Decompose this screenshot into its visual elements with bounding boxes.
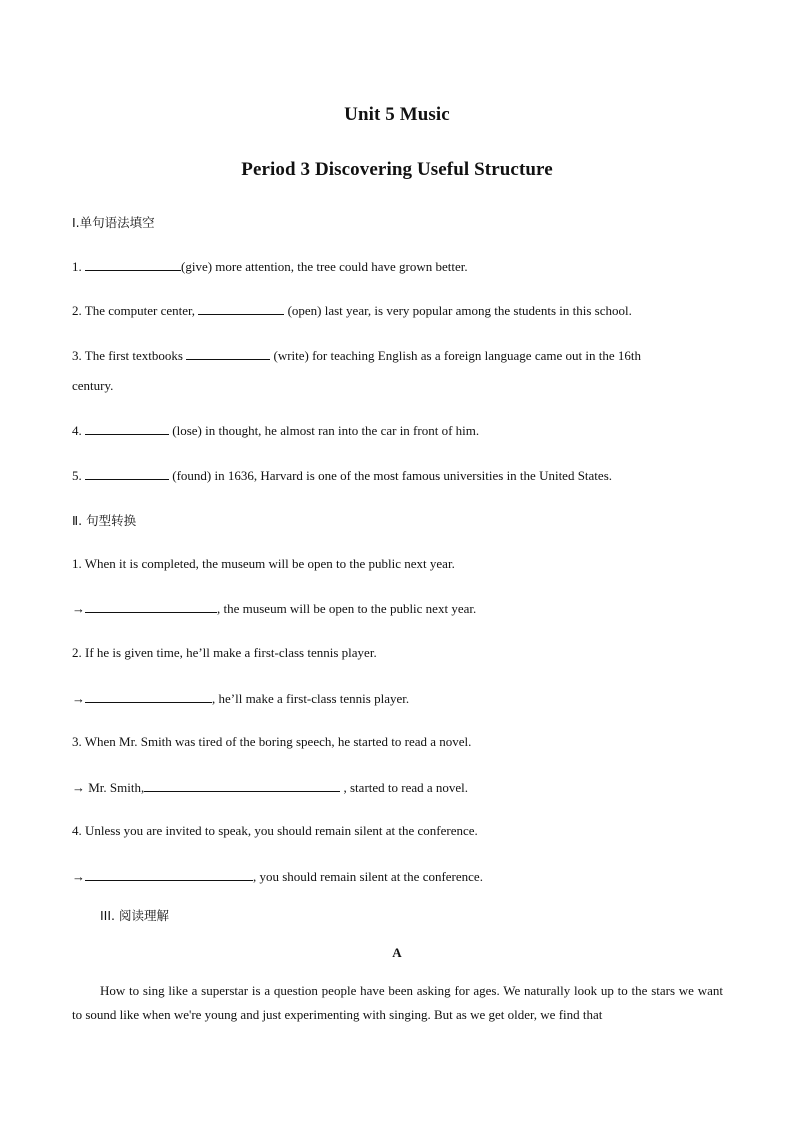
section-1-heading: I.单句语法填空 [72, 215, 155, 230]
rewrite-prefix: Mr. Smith, [85, 780, 145, 795]
passage-paragraph: How to sing like a superstar is a question people have been asking for ages. We naturally look up to the stars we want to sound like when we're young and just experimenting with singing. But as we get older, we find that [72, 983, 723, 1022]
section-3-heading: III. 阅读理解 [100, 908, 170, 923]
rewrite-text: , the museum will be open to the public next year. [217, 601, 477, 616]
passage-label: A [392, 945, 402, 960]
question-2-2-rewrite [72, 690, 409, 707]
question-2-3-sentence: 3. When Mr. Smith was tired of the boring speech, he started to read a novel. [72, 734, 472, 749]
rewrite-text: , started to read a novel. [340, 780, 469, 795]
answer-blank[interactable] [85, 258, 181, 271]
question-2-2-sentence: 2. If he is given time, he’ll make a first-class tennis player. [72, 645, 377, 660]
question-number: 1. [72, 259, 82, 274]
question-number: 5. [72, 468, 82, 483]
question-2-1-rewrite [72, 600, 476, 617]
unit-title: Unit 5 Music [344, 104, 450, 125]
question-2-3-rewrite [72, 779, 468, 796]
answer-blank[interactable] [186, 347, 270, 360]
period-subtitle: Period 3 Discovering Useful Structure [241, 159, 553, 180]
question-2-1-sentence: 1. When it is completed, the museum will be open to the public next year. [72, 556, 455, 571]
question-text: (give) more attention, the tree could have grown better. [181, 259, 468, 274]
question-1-3-continued: century. [72, 378, 114, 393]
question-2-4-rewrite [72, 868, 483, 885]
question-number: 2. The computer center, [72, 303, 196, 318]
question-text: (found) in 1636, Harvard is one of the most famous universities in the United States. [169, 468, 613, 483]
section-2-heading: Ⅱ. 句型转换 [72, 513, 137, 528]
arrow-icon: → [72, 780, 85, 795]
answer-blank[interactable] [144, 779, 340, 792]
question-number: 3. The first textbooks [72, 348, 183, 363]
answer-blank[interactable] [85, 690, 212, 703]
rewrite-text: , he’ll make a first-class tennis player. [212, 691, 410, 706]
arrow-icon: → [72, 691, 85, 706]
question-2-4-sentence: 4. Unless you are invited to speak, you should remain silent at the conference. [72, 823, 478, 838]
question-1-1 [72, 258, 468, 275]
answer-blank[interactable] [85, 600, 217, 613]
answer-blank[interactable] [85, 422, 169, 435]
answer-blank[interactable] [198, 302, 284, 315]
question-1-3 [72, 347, 641, 364]
arrow-icon: → [72, 869, 85, 884]
arrow-icon: → [72, 601, 85, 616]
question-number: 4. [72, 423, 82, 438]
question-text: (write) for teaching English as a foreign language came out in the 16th [270, 348, 641, 363]
question-1-5 [72, 467, 612, 484]
rewrite-text: , you should remain silent at the conference. [253, 869, 483, 884]
answer-blank[interactable] [85, 868, 253, 881]
question-1-4 [72, 422, 479, 439]
answer-blank[interactable] [85, 467, 169, 480]
question-1-2 [72, 302, 632, 319]
question-text: (open) last year, is very popular among the students in this school. [284, 303, 632, 318]
question-text: (lose) in thought, he almost ran into the car in front of him. [169, 423, 480, 438]
